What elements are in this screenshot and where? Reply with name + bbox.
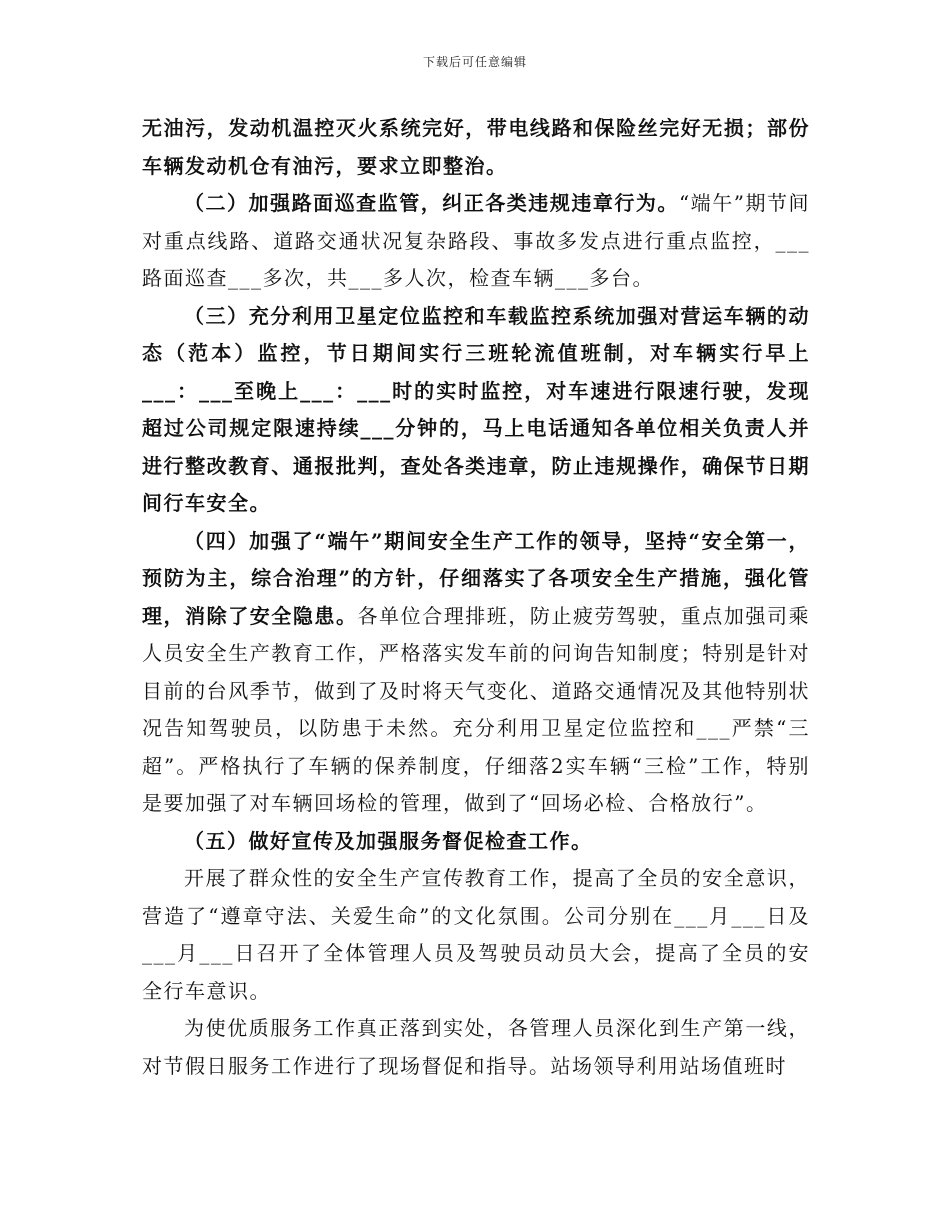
- paragraph-3: [142, 298, 810, 523]
- paragraph-2: [142, 185, 810, 298]
- page-header: 下载后可任意编辑: [422, 55, 527, 69]
- p4-body: 各单位合理排班，防止疲劳驾驶，重点加强司乘人员安全生产教育工作，严格落实发车前的问询告知制度；特别是针对目前的台风季节，做到了及时将天气变化、道路交通情况及其他特别状况告知驾驶员，以防患于未然。充分利用卫星定位监控和___严禁“三超”。严格执行了车辆的保养制度，仔细落2实车辆“三检”工作，特别是要加强了对车辆回场检的管理，做到了“回场必检、合格放行”。: [142, 603, 810, 815]
- p5-heading: （五）做好宣传及加强服务督促检查工作。: [184, 828, 593, 853]
- p3-bold-text: （三）充分利用卫星定位监控和车载监控系统加强对营运车辆的动态（范本）监控，节日期间实行三班轮流值班制，对车辆实行早上___：___至晚上___：___时的实时监控，对车速进行限速行驶，发现超过公司规定限速持续___分钟的，马上电话通知各单位相关负责人并进行整改教育、通报批判，查处各类违章，防止违规操作，确保节日期间行车安全。: [142, 303, 810, 515]
- p2-body: “端午”期节间对重点线路、道路交通状况复杂路段、事故多发点进行重点监控，___路面巡查___多次，共___多人次，检查车辆___多台。: [142, 191, 811, 290]
- p1-bold-text: 无油污，发动机温控灭火系统完好，带电线路和保险丝完好无损；部份车辆发动机仓有油污，要求立即整治。: [142, 116, 810, 178]
- p2-heading: （二）加强路面巡查监管，纠正各类违规违章行为。: [184, 191, 679, 215]
- p6-body: 开展了群众性的安全生产宣传教育工作，提高了全员的安全意识，营造了“遵章守法、关爱生命”的文化氛围。公司分别在___月___日及___月___日召开了全体管理人员及驾驶员动员大会，提高了全员的安全行车意识。: [142, 866, 810, 1003]
- paragraph-4: [142, 523, 810, 823]
- paragraph-1: [142, 110, 810, 185]
- paragraph-7: [142, 1010, 810, 1085]
- paragraph-6: [142, 860, 810, 1010]
- paragraph-5: [142, 823, 810, 861]
- document-body: [142, 110, 810, 1085]
- p4-heading: （四）加强了“端午”期间安全生产工作的领导，坚持“安全第一，预防为主，综合治理”的方针，仔细落实了各项安全生产措施，强化管理，消除了安全隐患。: [142, 528, 810, 628]
- p7-body: 为使优质服务工作真正落到实处，各管理人员深化到生产第一线，对节假日服务工作进行了现场督促和指导。站场领导利用站场值班时: [142, 1016, 810, 1078]
